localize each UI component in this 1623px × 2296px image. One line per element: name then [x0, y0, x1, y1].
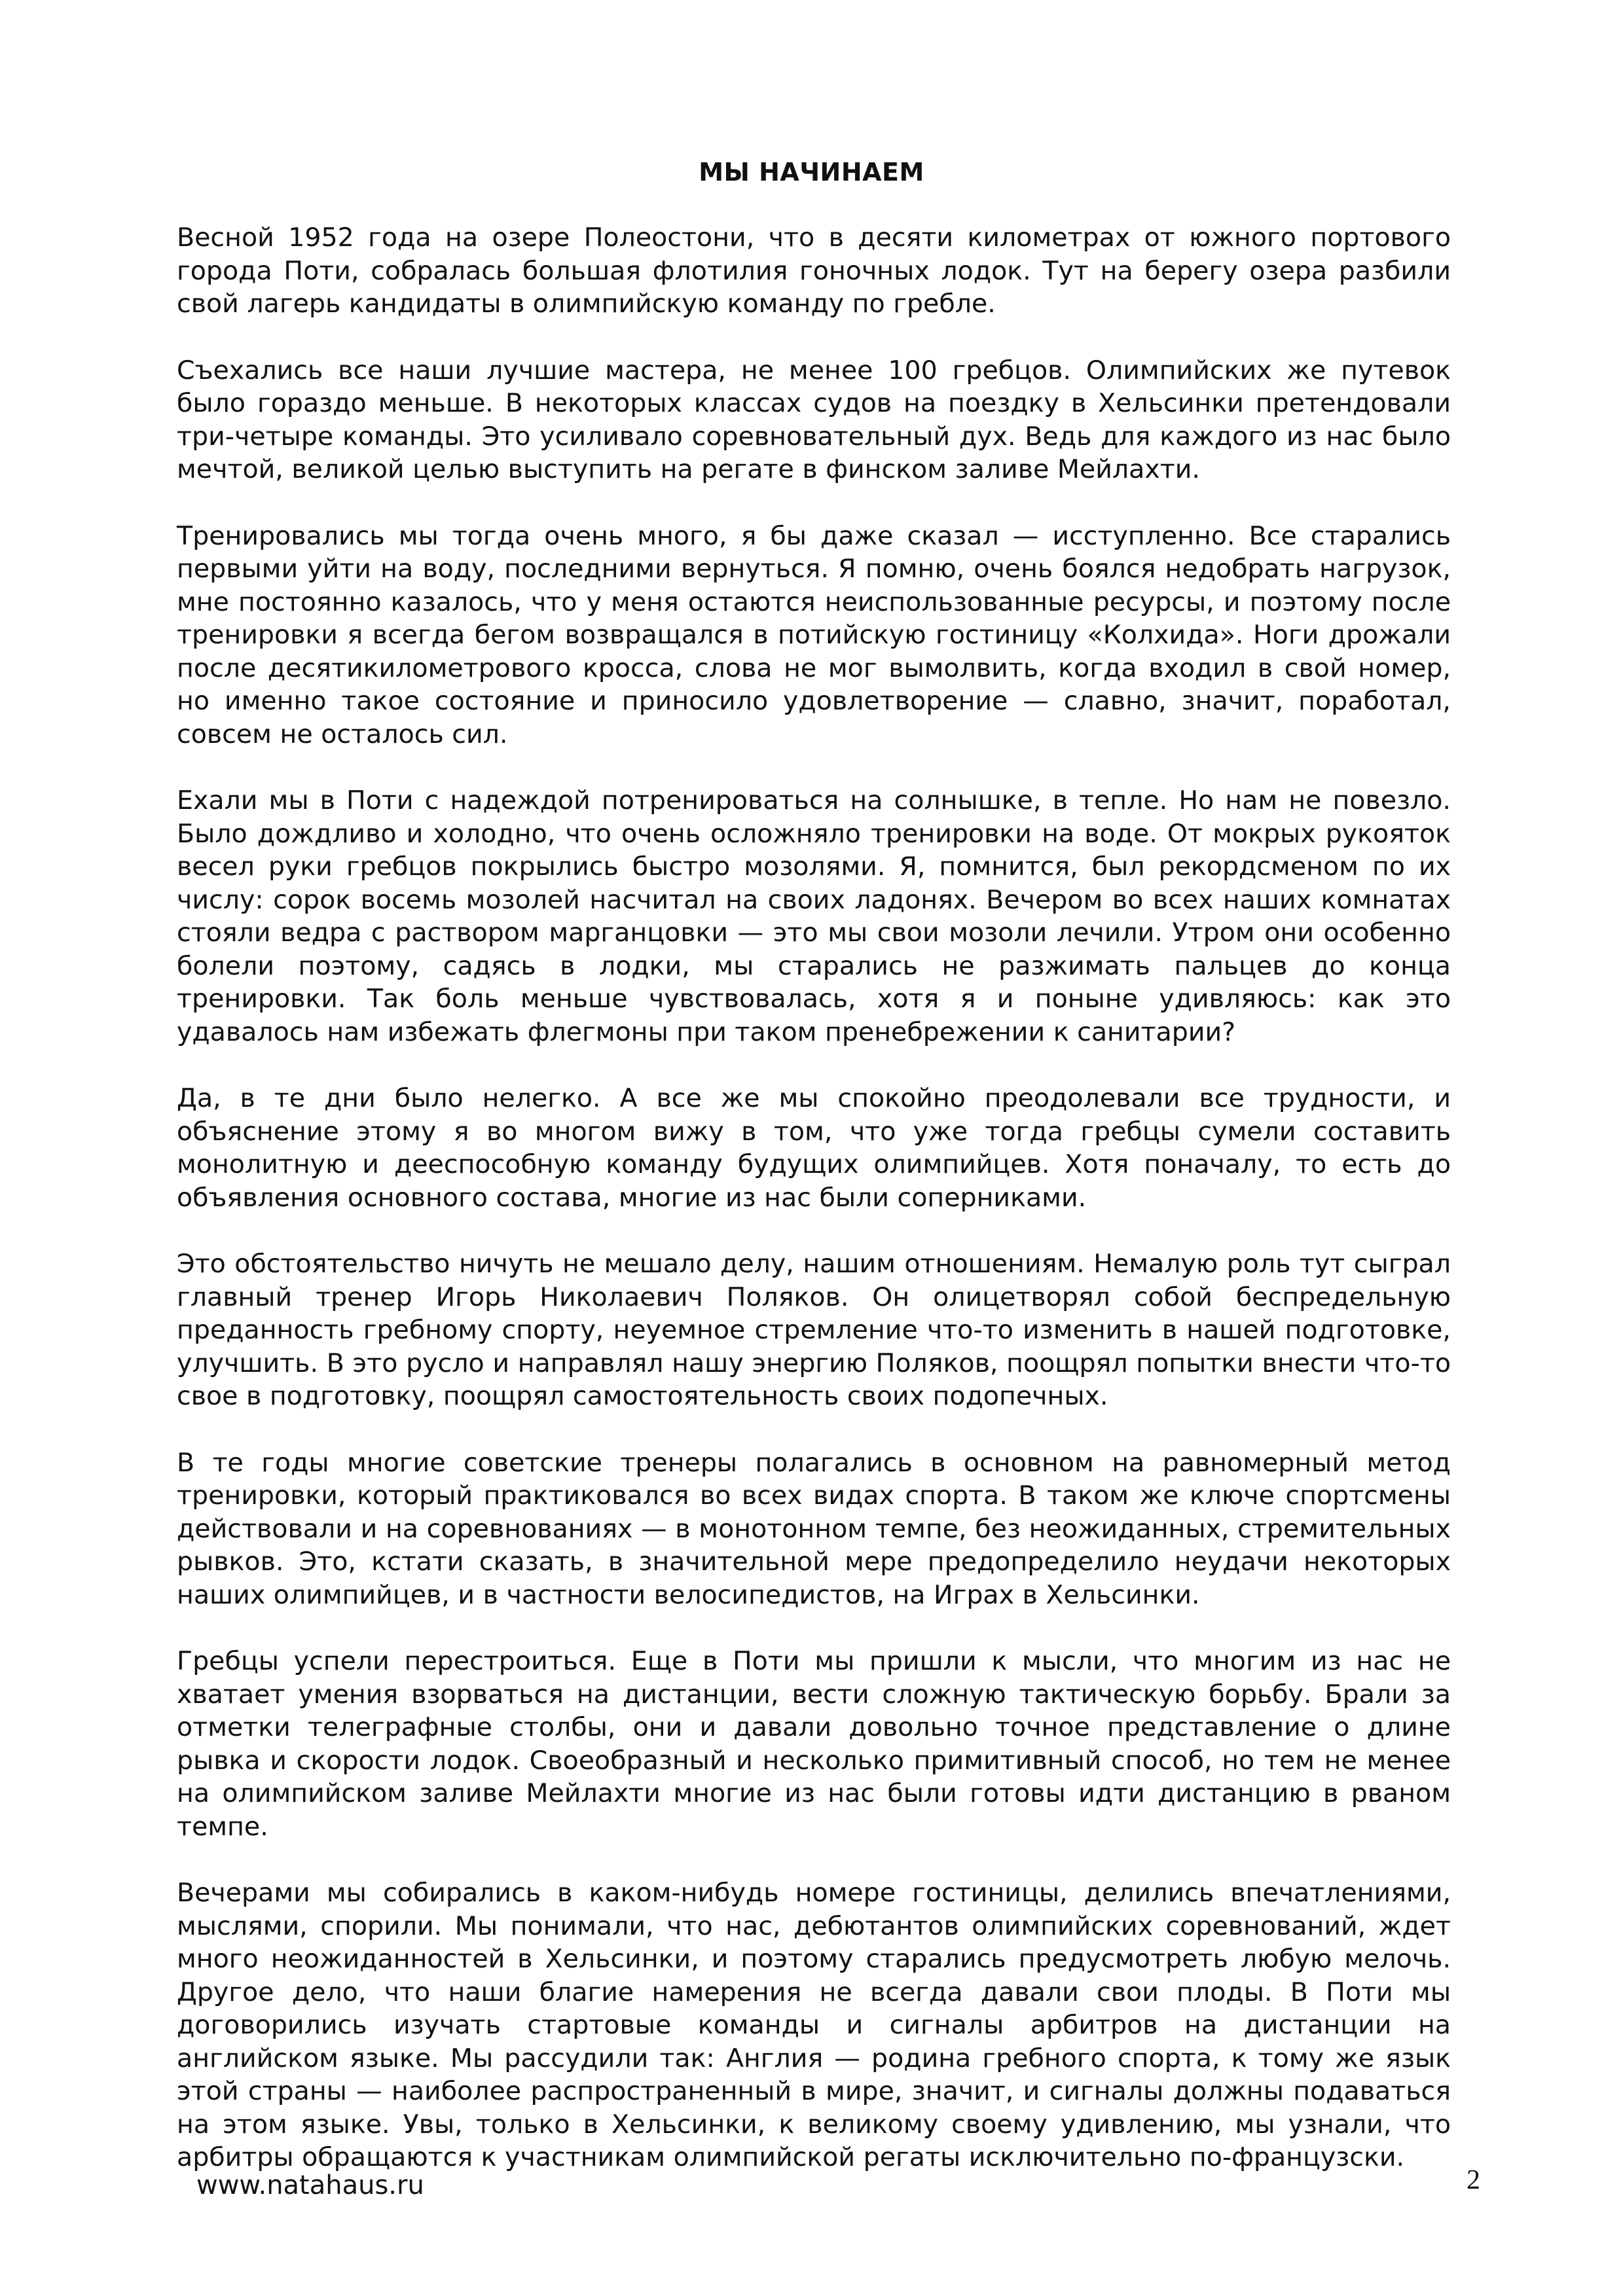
paragraph: В те годы многие советские тренеры полагались в основном на равномерный метод тренировки, который практиковался во всех видах спорта. В таком же ключе спортсмены действовали и на соревнованиях — в монотонном темпе, без неожиданных, стремительных рывков. Это, кстати сказать, в значительной мере предопределило неудачи некоторых наших олимпийцев, и в частности велосипедистов, на Играх в Хельсинки.	[177, 1447, 1451, 1610]
document-body	[177, 221, 1451, 2208]
paragraph: Это обстоятельство ничуть не мешало делу, нашим отношениям. Немалую роль тут сыграл главный тренер Игорь Николаевич Поляков. Он олицетворял собой беспредельную преданность гребному спорту, неуемное стремление что-то изменить в нашей подготовке, улучшить. В это русло и направлял нашу энергию Поляков, поощрял попытки внести что-то свое в подготовку, поощрял самостоятельность своих подопечных.	[177, 1249, 1451, 1411]
paragraph: Весной 1952 года на озере Полеостони, что в десяти километрах от южного портового города Поти, собралась большая флотилия гоночных лодок. Тут на берегу озера разбили свой лагерь кандидаты в олимпийскую команду по гребле.	[177, 223, 1451, 319]
paragraph: Тренировались мы тогда очень много, я бы даже сказал — исступленно. Все старались первыми уйти на воду, последними вернуться. Я помню, очень боялся недобрать нагрузок, мне постоянно казалось, что у меня остаются неиспользованные ресурсы, и поэтому после тренировки я всегда бегом возвращался в потийскую гостиницу «Колхида». Ноги дрожали после десятикилометрового кросса, слова не мог вымолвить, когда входил в свой номер, но именно такое состояние и приносило удовлетворение — славно, значит, поработал, совсем не осталось сил.	[177, 520, 1451, 749]
paragraph: Вечерами мы собирались в каком-нибудь номере гостиницы, делились впечатлениями, мыслями, спорили. Мы понимали, что нас, дебютантов олимпийских соревнований, ждет много неожиданностей в Хельсинки, и поэтому старались предусмотреть любую мелочь. Другое дело, что наши благие намерения не всегда давали свои плоды. В Поти мы договорились изучать стартовые команды и сигналы арбитров на дистанции на английском языке. Мы рассудили так: Англия — родина гребного спорта, к тому же язык этой страны — наиболее распространенный в мире, значит, и сигналы должны подаваться на этом языке. Увы, только в Хельсинки, к великому своему удивлению, мы узнали, что арбитры обращаются к участникам олимпийской регаты исключительно по-французски.	[177, 1878, 1451, 2172]
paragraph: Да, в те дни было нелегко. А все же мы спокойно преодолевали все трудности, и объяснение этому я во многом вижу в том, что уже тогда гребцы сумели составить монолитную и дееспособную команду будущих олимпийцев. Хотя поначалу, то есть до объявления основного состава, многие из нас были соперниками.	[177, 1083, 1451, 1213]
paragraph: Гребцы успели перестроиться. Еще в Поти мы пришли к мысли, что многим из нас не хватает умения взорваться на дистанции, вести сложную тактическую борьбу. Брали за отметки телеграфные столбы, они и давали довольно точное представление о длине рывка и скорости лодок. Своеобразный и несколько примитивный способ, но тем не менее на олимпийском заливе Мейлахти многие из нас были готовы идти дистанцию в рваном темпе.	[177, 1646, 1451, 1842]
paragraph: Съехались все наши лучшие мастера, не менее 100 гребцов. Олимпийских же путевок было гораздо меньше. В некоторых классах судов на поездку в Хельсинки претендовали три-четыре команды. Это усиливало соревновательный дух. Ведь для каждого из нас было мечтой, великой целью выступить на регате в финском заливе Мейлахти.	[177, 355, 1451, 484]
page-number: 2	[1467, 2165, 1480, 2195]
footer-website-link[interactable]: www.natahaus.ru	[196, 2170, 424, 2200]
page-title: МЫ НАЧИНАЕМ	[699, 158, 924, 187]
paragraph: Ехали мы в Поти с надеждой потренироваться на солнышке, в тепле. Но нам не повезло. Было дождливо и холодно, что очень осложняло тренировки на воде. От мокрых рукояток весел руки гребцов покрылись быстро мозолями. Я, помнится, был рекордсменом по их числу: сорок восемь мозолей насчитал на своих ладонях. Вечером во всех наших комнатах стояли ведра с раствором марганцовки — это мы свои мозоли лечили. Утром они особенно болели поэтому, садясь в лодки, мы старались не разжимать пальцев до конца тренировки. Так боль меньше чувствовалась, хотя я и поныне удивляюсь: как это удавалось нам избежать флегмоны при таком пренебрежении к санитарии?	[177, 785, 1451, 1047]
